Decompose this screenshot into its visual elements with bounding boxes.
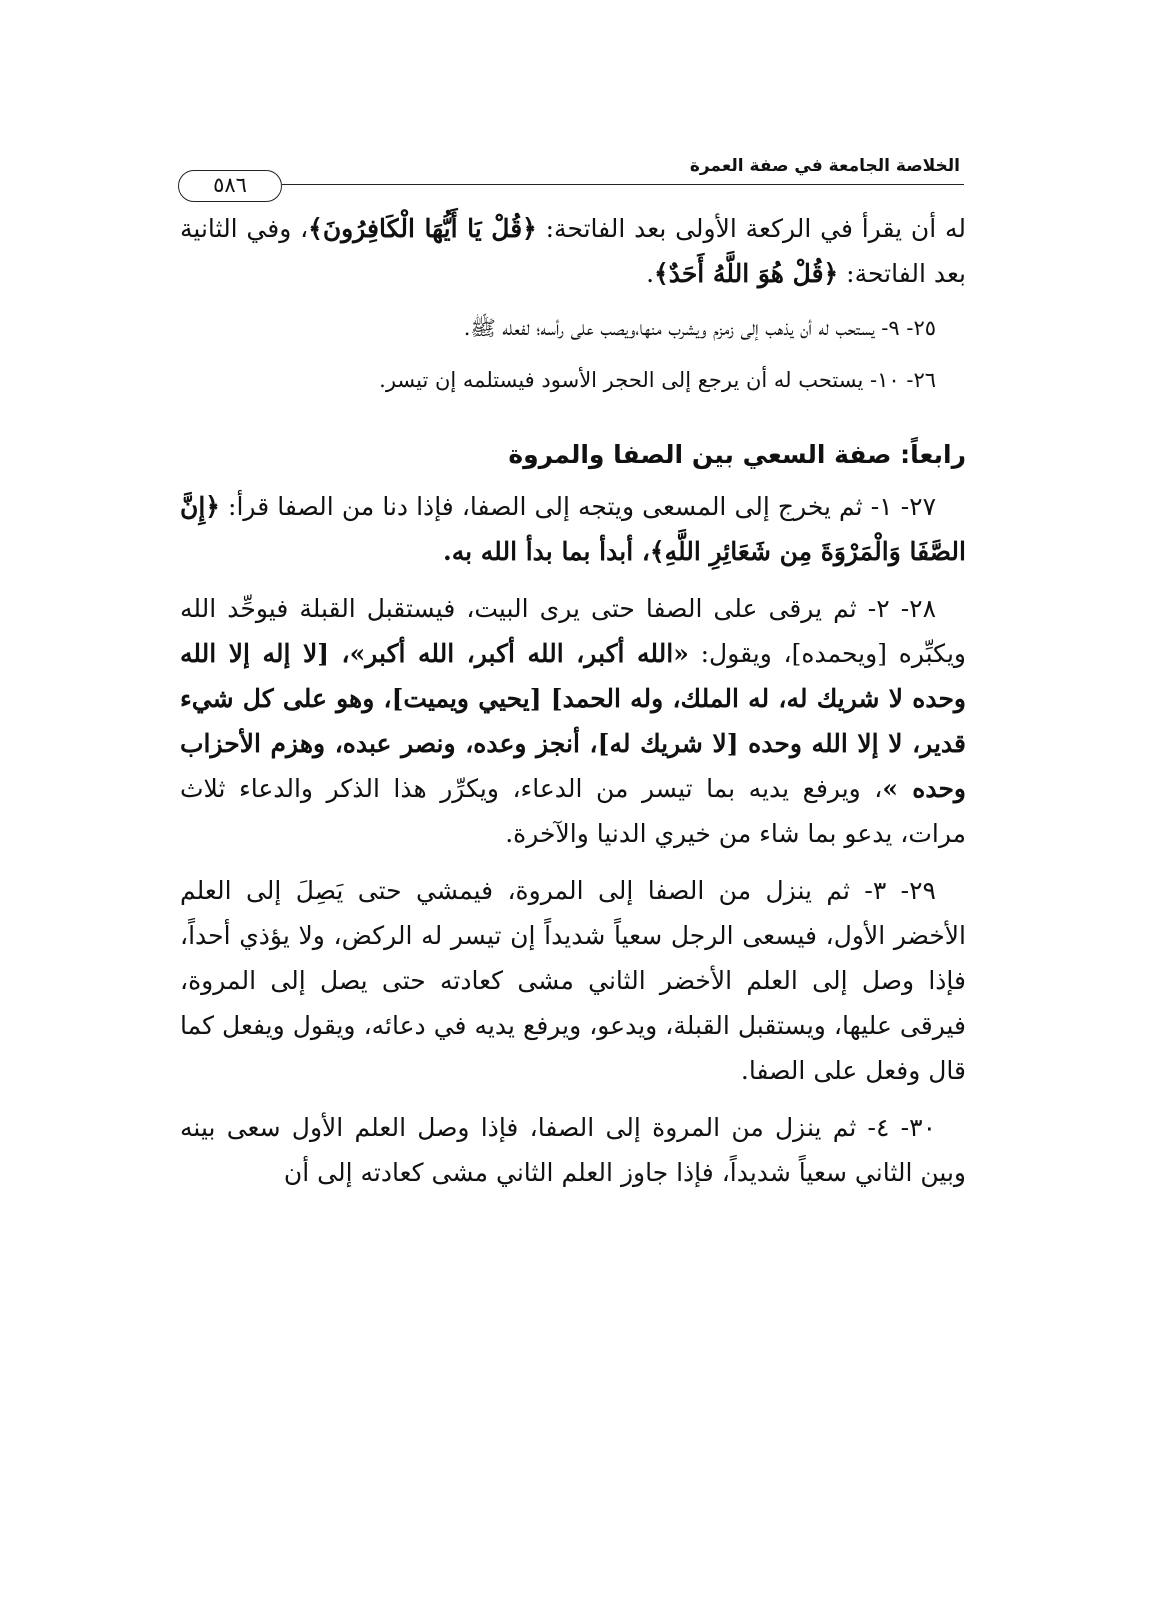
paragraph-recitation	[180, 206, 966, 296]
page-number: ٥٨٦	[178, 170, 282, 202]
paragraph-text: ، ويرفع يديه بما تيسر من الدعاء، ويكرِّر هذا الذكر والدعاء ثلاث مرات، يدعو بما شاء من خيري الدنيا والآخرة.	[180, 774, 966, 848]
paragraph-item-27	[180, 484, 966, 574]
quran-verse: ﴿قُلْ يَا أَيُّهَا الْكَافِرُونَ﴾	[308, 214, 537, 243]
paragraph-text: له أن يقرأ في الركعة الأولى بعد الفاتحة:	[536, 214, 967, 243]
running-header	[178, 150, 964, 206]
page-body	[180, 206, 966, 1195]
paragraph-item-25: ٢٥- ٩- يستحب له أن يذهب إلى زمزم ويشرب منها،ويصب على رأسه؛ لفعله ﷺ.	[463, 316, 936, 340]
paragraph-item-26: ٢٦- ١٠- يستحب له أن يرجع إلى الحجر الأسود فيستلمه إن تيسر.	[379, 368, 936, 392]
quran-verse: ﴿قُلْ هُوَ اللَّهُ أَحَدٌ﴾	[654, 259, 839, 288]
paragraph-item-28	[180, 586, 966, 856]
dhikr-text: «الله أكبر، الله أكبر، الله أكبر»، [لا إله إلا الله وحده لا شريك له، له الملك، وله الحمد] [يحيي ويميت]، وهو على كل شيء قدير، لا إلا الله وحده [لا شريك له]، أنجز وعده، ونصر عبده، وهزم الأحزاب وحده »	[180, 639, 966, 803]
paragraph-text: ، وفي الثانية بعد الفاتحة:	[180, 214, 966, 288]
paragraph-text: .	[646, 259, 655, 288]
quran-verse: ﴿إِنَّ الصَّفَا وَالْمَرْوَةَ مِن شَعَائِرِ اللَّهِ﴾، أبدأ بما بدأ الله به.	[180, 492, 966, 566]
paragraph-item-30: ٣٠- ٤- ثم ينزل من المروة إلى الصفا، فإذا وصل العلم الأول سعى بينه وبين الثاني سعياً شديداً، فإذا جاوز العلم الثاني مشى كعادته إلى أن	[180, 1113, 966, 1187]
running-header-title: الخلاصة الجامعة في صفة العمرة	[689, 156, 960, 176]
paragraph-item-29: ٢٩- ٣- ثم ينزل من الصفا إلى المروة، فيمشي حتى يَصِلَ إلى العلم الأخضر الأول، فيسعى الرجل سعياً شديداً إن تيسر له الركض، ولا يؤذي أحداً، فإذا وصل إلى العلم الأخضر الثاني مشى كعادته حتى يصل إلى المروة، فيرقى عليها، ويستقبل القبلة، ويدعو، ويرفع يديه في دعائه، ويقول ويفعل كما قال وفعل على الصفا.	[180, 876, 966, 1085]
paragraph-text: ٢٧- ١- ثم يخرج إلى المسعى ويتجه إلى الصفا، فإذا دنا من الصفا قرأ:	[219, 492, 936, 521]
section-heading: رابعاً: صفة السعي بين الصفا والمروة	[508, 440, 966, 469]
paragraph-text: ٢٨- ٢- ثم يرقى على الصفا حتى يرى البيت، فيستقبل القبلة فيوحِّد الله ويكبِّره [ويحمده]، ويقول:	[180, 594, 966, 668]
header-divider	[282, 184, 964, 185]
